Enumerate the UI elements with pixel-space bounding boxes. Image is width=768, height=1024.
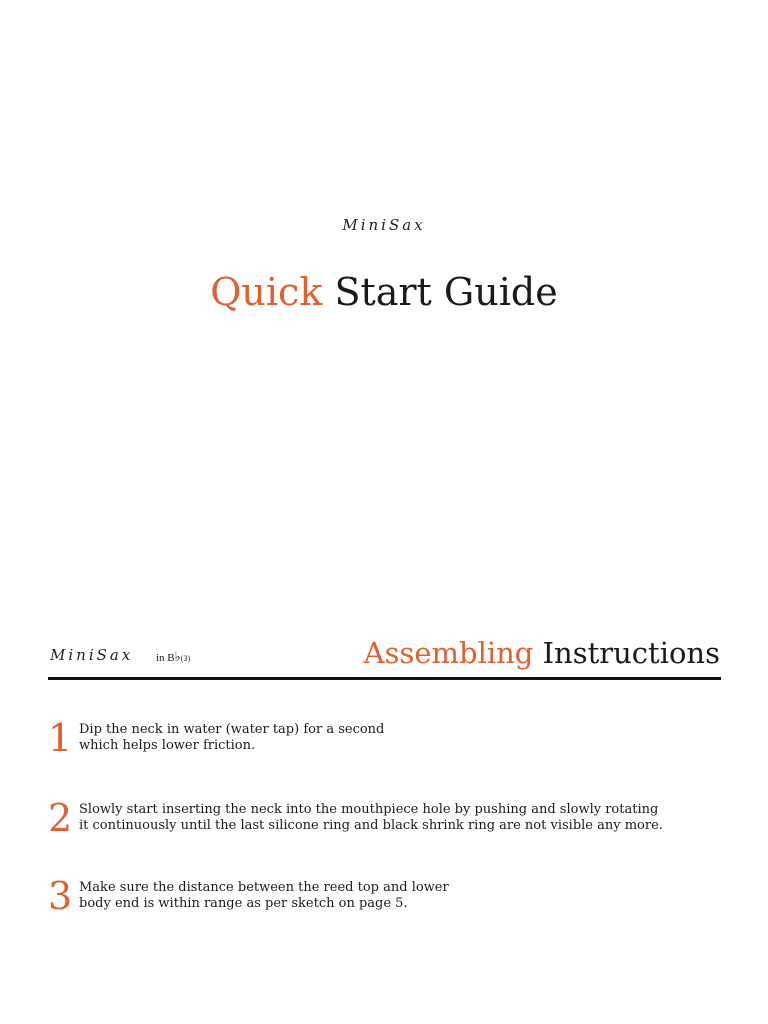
cover-title-accent: Quick bbox=[210, 270, 323, 314]
section-header bbox=[48, 636, 720, 676]
step-text: Slowly start inserting the neck into the mouthpiece hole by pushing and slowly rotating it continuously until the last silicone ring and black shrink ring are not visible any more. bbox=[79, 802, 663, 833]
cover-brand-logo: MiniSax bbox=[342, 216, 426, 234]
key-footnote: (3) bbox=[180, 654, 191, 663]
step-number: 3 bbox=[48, 874, 73, 918]
section-title-accent: Assembling bbox=[363, 636, 534, 670]
header-divider bbox=[48, 677, 721, 680]
header-brand-logo: MiniSax bbox=[50, 646, 134, 664]
cover-title bbox=[0, 270, 768, 314]
key-prefix: in B bbox=[156, 652, 175, 664]
step-text: Make sure the distance between the reed top and lower body end is within range as per sketch on page 5. bbox=[79, 880, 449, 911]
section-title-rest: Instructions bbox=[533, 636, 720, 670]
step-number: 2 bbox=[48, 796, 73, 840]
cover-title-rest: Start Guide bbox=[322, 270, 558, 314]
step-number: 1 bbox=[48, 716, 73, 760]
instrument-key bbox=[156, 649, 190, 665]
flat-symbol: ♭ bbox=[174, 649, 181, 664]
section-title bbox=[364, 636, 720, 670]
step-text: Dip the neck in water (water tap) for a second which helps lower friction. bbox=[79, 722, 385, 753]
